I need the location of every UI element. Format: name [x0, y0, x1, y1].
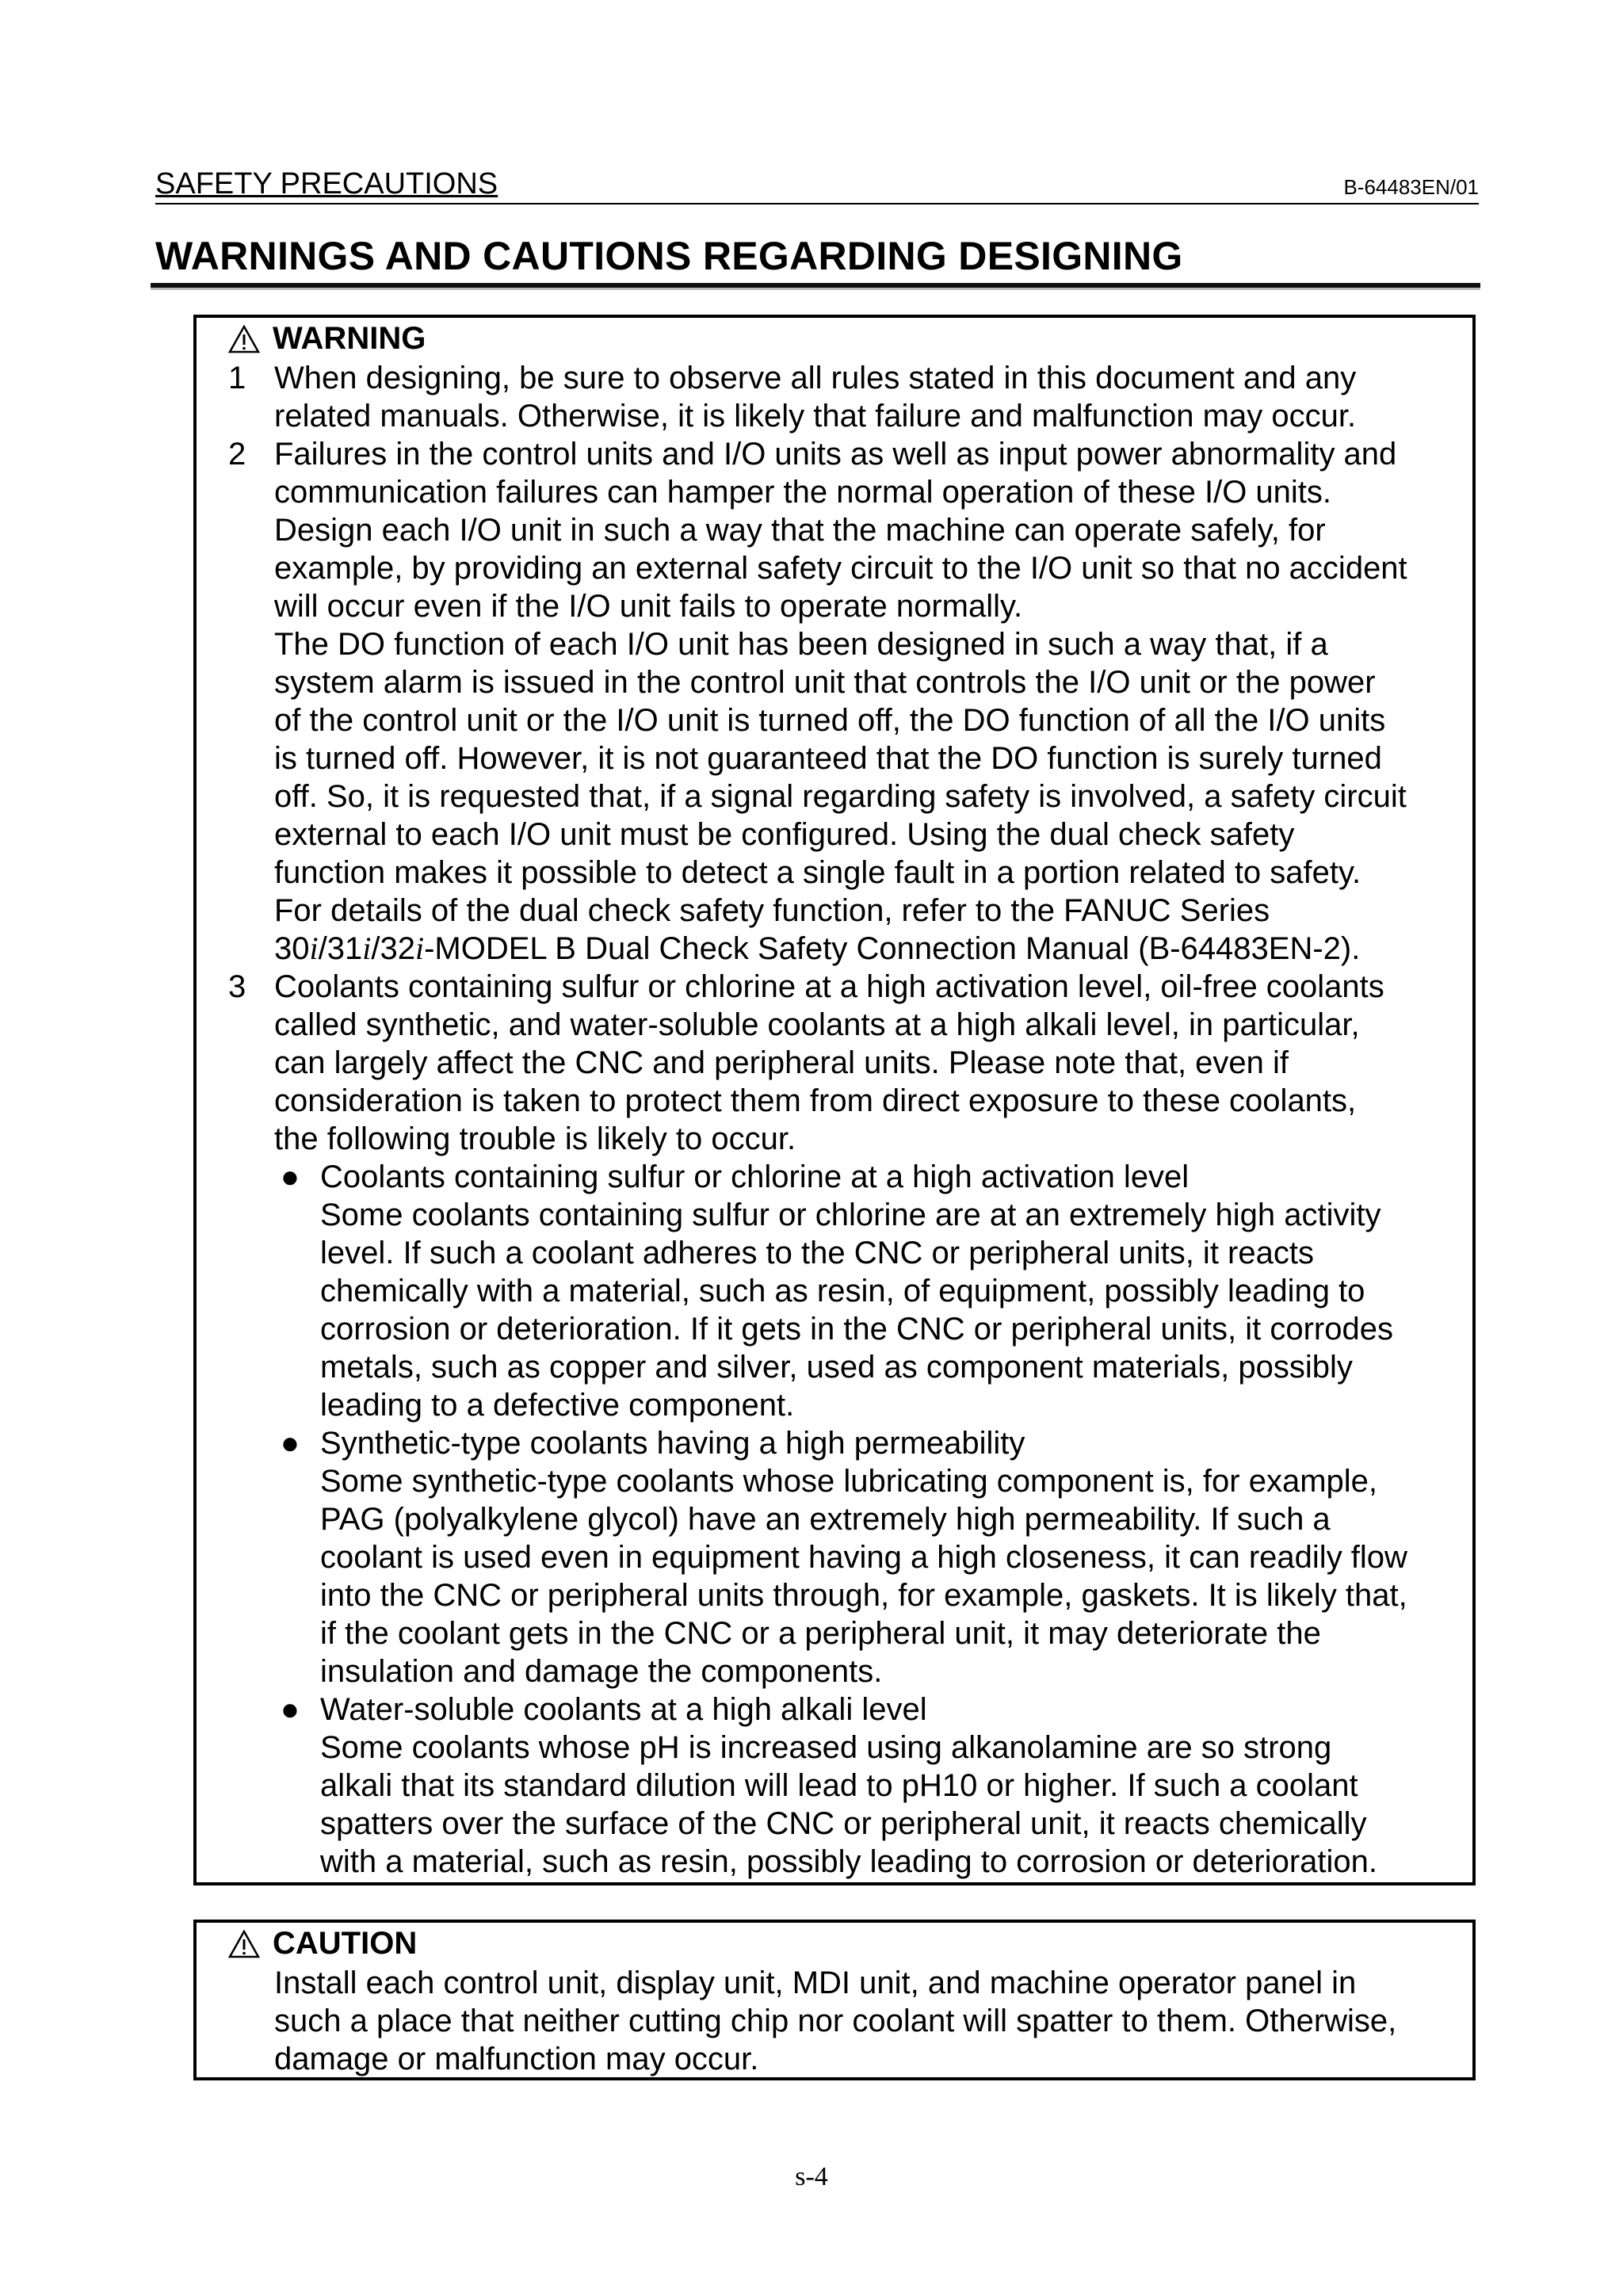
section-title: SAFETY PRECAUTIONS — [155, 167, 498, 201]
text-line: spatters over the surface of the CNC or peripheral unit, it reacts chemically — [320, 1806, 1367, 1841]
bullet-text — [320, 1424, 1461, 1690]
text-line: the following trouble is likely to occur. — [274, 1121, 796, 1156]
text-line: leading to a defective component. — [320, 1388, 795, 1423]
running-header — [155, 166, 1479, 204]
text-line: can largely affect the CNC and peripheral units. Please note that, even if — [274, 1045, 1289, 1080]
warning-triangle-icon — [228, 325, 260, 353]
text-line: will occur even if the I/O unit fails to operate normally. — [274, 589, 1023, 624]
item-number: 2 — [228, 437, 246, 472]
text-line: Some coolants containing sulfur or chlorine are at an extremely high activity — [320, 1198, 1381, 1232]
text-line: PAG (polyalkylene glycol) have an extremely high permeability. If such a — [320, 1502, 1331, 1537]
text-line: function makes it possible to detect a single fault in a portion related to safety. — [274, 855, 1361, 890]
item-number: 3 — [228, 969, 246, 1004]
text-line: such a place that neither cutting chip nor coolant will spatter to them. Otherwise, — [274, 2004, 1397, 2038]
warning-label: WARNING — [273, 321, 426, 356]
text-line: with a material, such as resin, possibly leading to corrosion or deterioration. — [320, 1844, 1377, 1879]
caution-box — [193, 1920, 1476, 2080]
warning-box — [193, 315, 1476, 1885]
text-line: system alarm is issued in the control unit that controls the I/O unit or the power — [274, 665, 1376, 700]
text-line: Install each control unit, display unit, MDI unit, and machine operator panel in — [274, 1966, 1357, 2000]
caution-label: CAUTION — [273, 1926, 418, 1961]
text-line: metals, such as copper and silver, used as component materials, possibly — [320, 1350, 1353, 1385]
item-text — [274, 359, 1463, 435]
text-line: consideration is taken to protect them from direct exposure to these coolants, — [274, 1083, 1357, 1118]
text-line: Failures in the control units and I/O units as well as input power abnormality and — [274, 437, 1397, 472]
caution-text — [274, 1964, 1463, 2078]
warning-heading — [228, 321, 426, 357]
text-line: example, by providing an external safety circuit to the I/O unit so that no accident — [274, 551, 1407, 586]
text-line: Design each I/O unit in such a way that the machine can operate safely, for — [274, 513, 1326, 548]
text-line: insulation and damage the components. — [320, 1654, 883, 1689]
text-line: related manuals. Otherwise, it is likely that failure and malfunction may occur. — [274, 399, 1357, 434]
text-line: coolant is used even in equipment having a high closeness, it can readily flow — [320, 1540, 1407, 1575]
text-line: off. So, it is requested that, if a signal regarding safety is involved, a safety circuit — [274, 779, 1407, 814]
title-rule — [151, 283, 1480, 288]
bullet-icon: ● — [280, 1426, 300, 1461]
text-line: Water-soluble coolants at a high alkali level — [320, 1692, 927, 1727]
text-line: Some coolants whose pH is increased using alkanolamine are so strong — [320, 1730, 1332, 1765]
text-line: Some synthetic-type coolants whose lubricating component is, for example, — [320, 1464, 1378, 1499]
bullet-icon: ● — [280, 1159, 300, 1194]
model-reference-line: 30i/31i/32i-MODEL B Dual Check Safety Connection Manual (B-64483EN-2). — [274, 930, 1361, 966]
text-line: called synthetic, and water-soluble coolants at a high alkali level, in particular, — [274, 1007, 1360, 1042]
caution-heading — [228, 1926, 417, 1962]
text-line: communication failures can hamper the normal operation of these I/O units. — [274, 475, 1332, 510]
text-line: if the coolant gets in the CNC or a peripheral unit, it may deteriorate the — [320, 1616, 1321, 1651]
bullet-text — [320, 1158, 1461, 1424]
text-line: damage or malfunction may occur. — [274, 2042, 759, 2076]
text-line: level. If such a coolant adheres to the CNC or peripheral units, it reacts — [320, 1236, 1314, 1270]
item-number: 1 — [228, 361, 246, 395]
text-line: When designing, be sure to observe all rules stated in this document and any — [274, 361, 1357, 395]
text-line: corrosion or deterioration. If it gets in the CNC or peripheral units, it corrodes — [320, 1312, 1393, 1347]
text-line: Synthetic-type coolants having a high permeability — [320, 1426, 1025, 1461]
text-line: into the CNC or peripheral units through, for example, gaskets. It is likely that, — [320, 1578, 1407, 1613]
caution-triangle-icon — [228, 1930, 260, 1958]
item-text — [274, 435, 1463, 968]
text-line: The DO function of each I/O unit has been designed in such a way that, if a — [274, 627, 1328, 662]
document-code: B-64483EN/01 — [1343, 175, 1479, 199]
text-line: Coolants containing sulfur or chlorine at a high activation level, oil-free coolants — [274, 969, 1384, 1004]
text-line: external to each I/O unit must be configured. Using the dual check safety — [274, 817, 1295, 852]
page-number: s-4 — [795, 2162, 828, 2191]
bullet-text — [320, 1690, 1461, 1881]
text-line: alkali that its standard dilution will lead to pH10 or higher. If such a coolant — [320, 1768, 1358, 1803]
item-text — [274, 968, 1463, 1158]
page-title: WARNINGS AND CAUTIONS REGARDING DESIGNING — [155, 234, 1183, 278]
text-line: Coolants containing sulfur or chlorine at a high activation level — [320, 1159, 1190, 1194]
text-line: For details of the dual check safety function, refer to the FANUC Series — [274, 893, 1270, 928]
text-line: is turned off. However, it is not guaranteed that the DO function is surely turned — [274, 741, 1382, 776]
bullet-icon: ● — [280, 1692, 300, 1727]
text-line: of the control unit or the I/O unit is turned off, the DO function of all the I/O units — [274, 703, 1386, 738]
text-line: chemically with a material, such as resin, of equipment, possibly leading to — [320, 1274, 1365, 1308]
